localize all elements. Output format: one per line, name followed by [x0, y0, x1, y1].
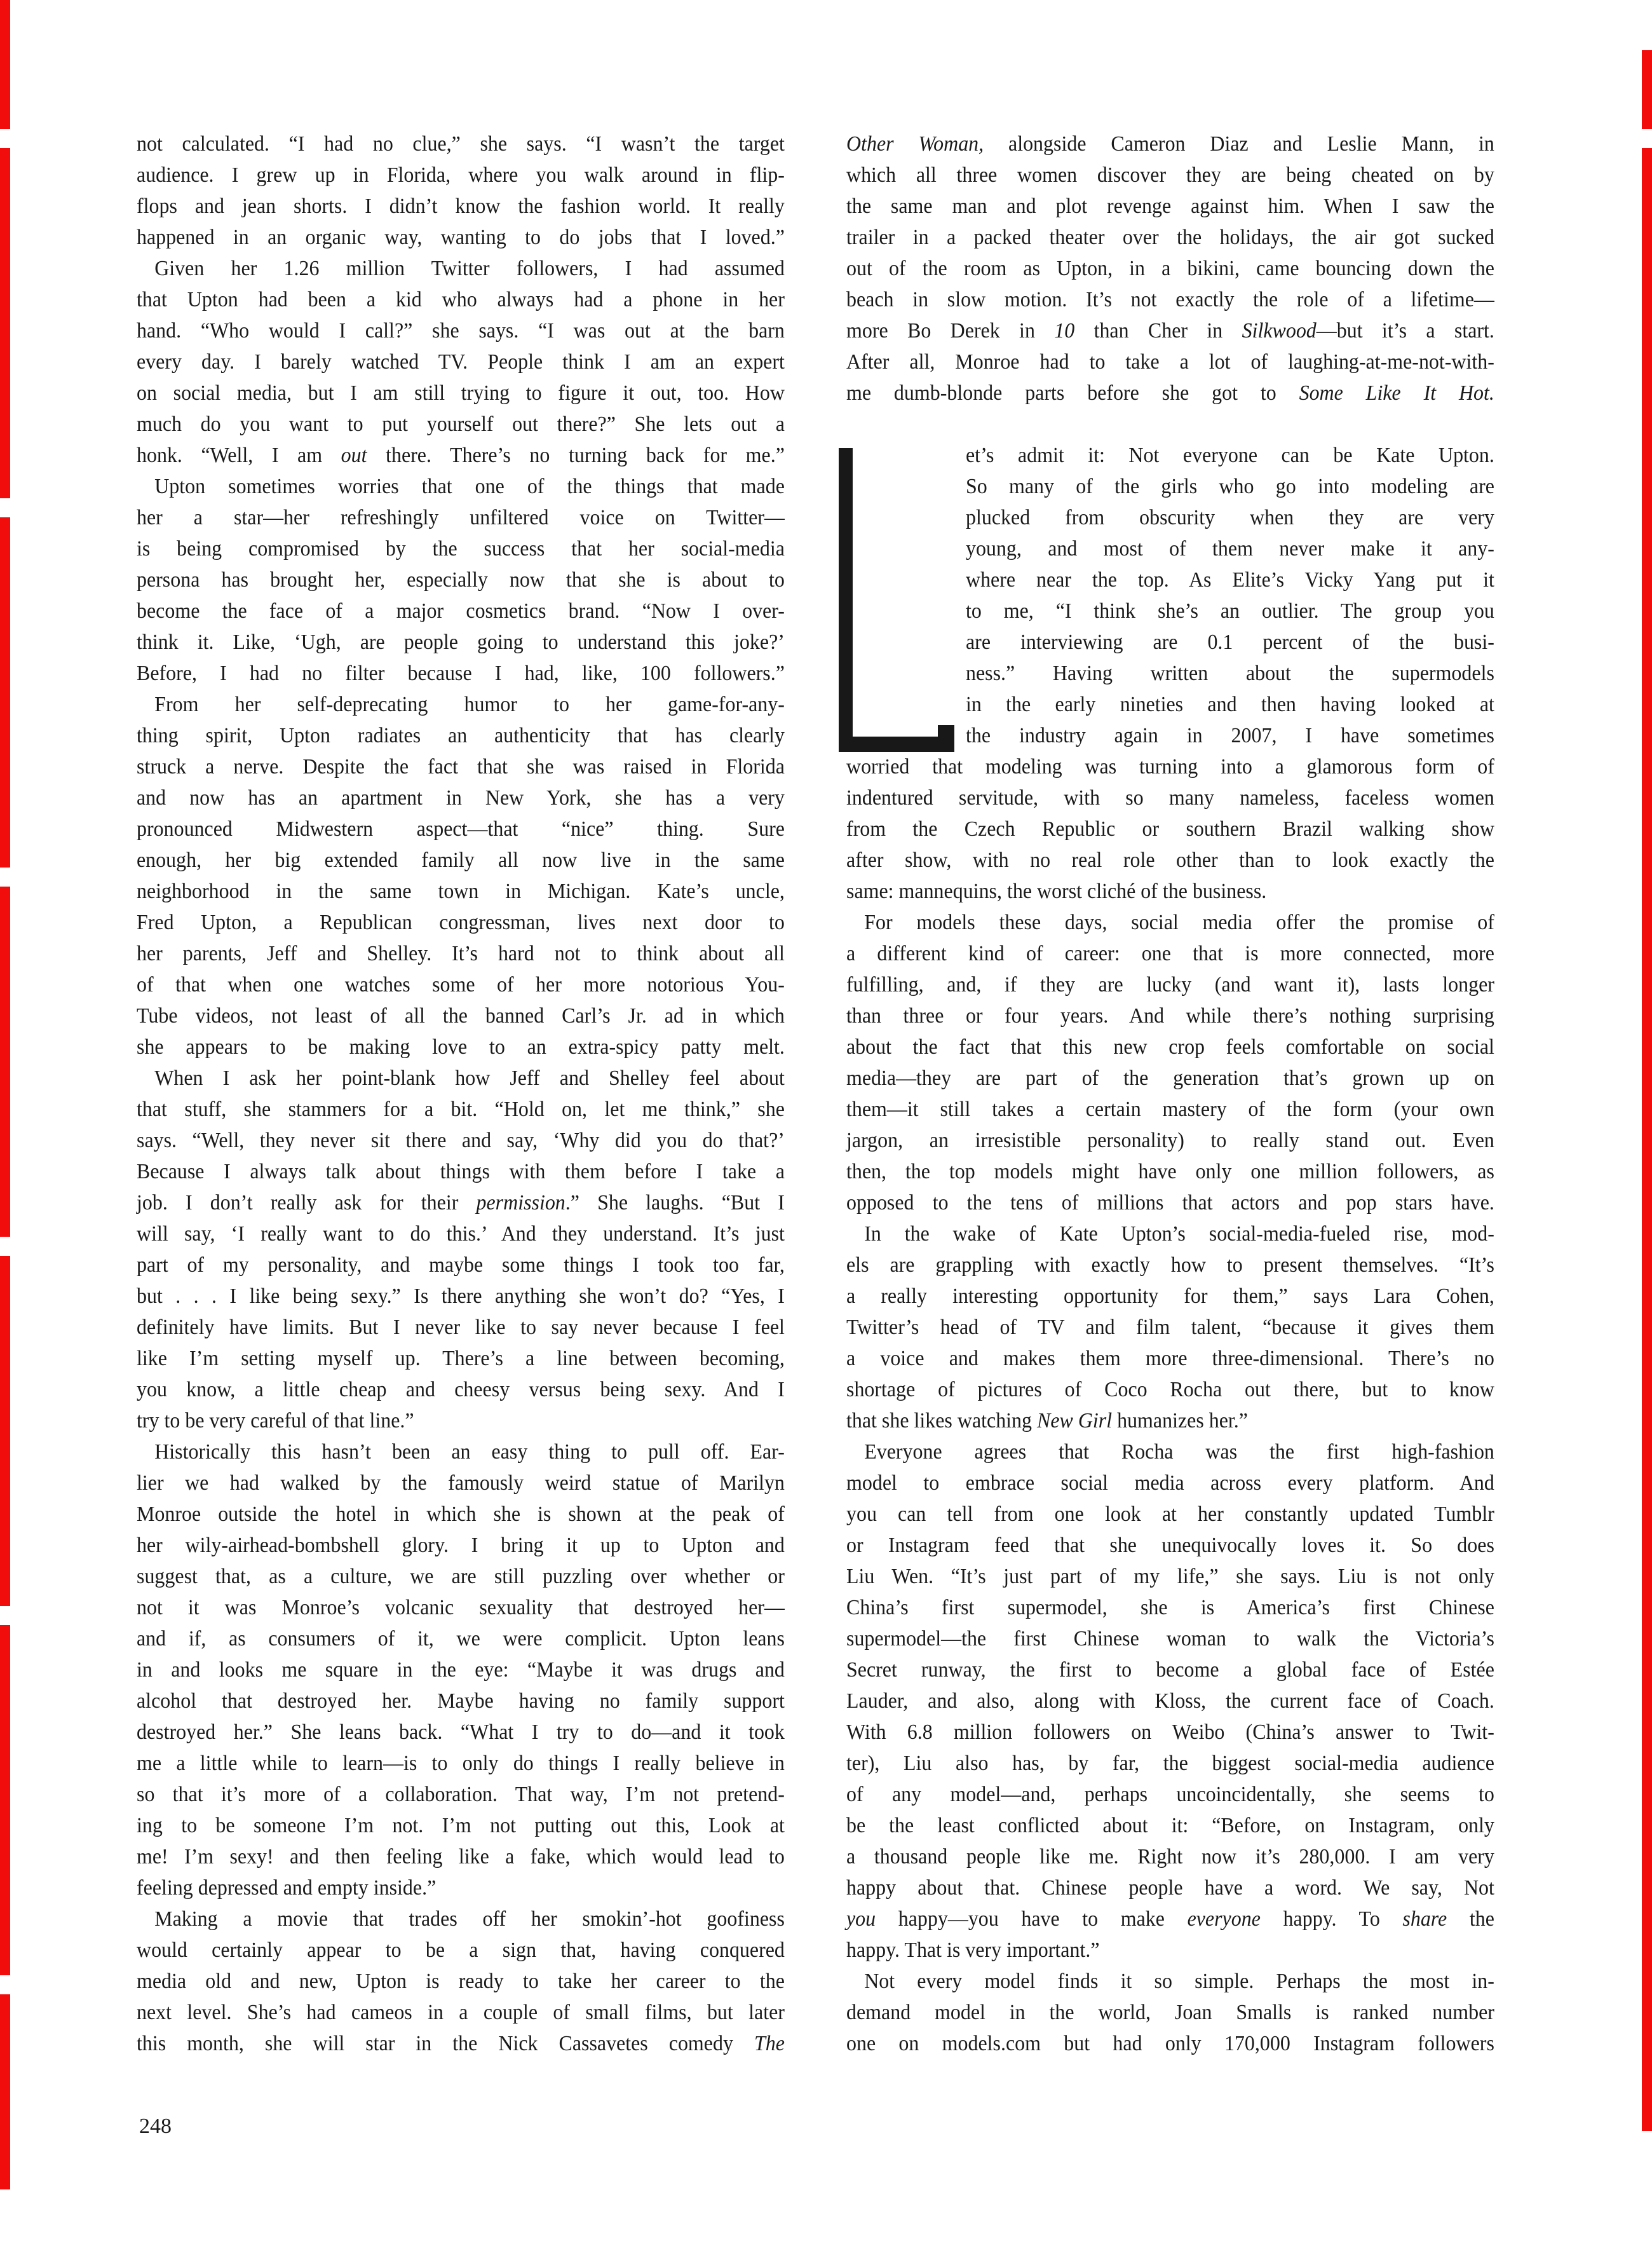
text-line: me a little while to learn—is to only do things I really believe in	[137, 1752, 785, 1775]
text-line: persona has brought her, especially now that she is about to	[137, 568, 785, 592]
article-column-left	[137, 128, 785, 2059]
text-line: which all three women discover they are being cheated on by	[846, 163, 1494, 187]
text-line: thing spirit, Upton radiates an authenticity that has clearly	[137, 724, 785, 747]
text-line: the same man and plot revenge against him. When I saw the	[846, 194, 1494, 218]
text-line: is being compromised by the success that her social-media	[137, 537, 785, 561]
text-line: this month, she will star in the Nick Cassavetes comedy The	[137, 2032, 785, 2055]
text-line: a different kind of career: one that is more connected, more	[846, 942, 1494, 965]
text-line: audience. I grew up in Florida, where you walk around in flip-	[137, 163, 785, 187]
text-line: a thousand people like me. Right now it’s 280,000. I am very	[846, 1845, 1494, 1868]
text-line: trailer in a packed theater over the holidays, the air got sucked	[846, 226, 1494, 249]
scan-edge-mark-left	[0, 1625, 10, 1975]
paragraph-spacer	[846, 409, 1494, 440]
text-line: model to embrace social media across every platform. And	[846, 1471, 1494, 1495]
text-line: In the wake of Kate Upton’s social-media-fueled rise, mod-	[864, 1222, 1494, 1246]
text-line: where near the top. As Elite’s Vicky Yang put it	[966, 568, 1494, 592]
scan-edge-mark-right	[1642, 148, 1652, 2131]
text-line: than three or four years. And while there’s nothing surprising	[846, 1004, 1494, 1028]
text-line: ness.” Having written about the supermodels	[966, 662, 1494, 685]
text-line: in the early nineties and then having looked at	[966, 693, 1494, 716]
text-line: you can tell from one look at her constantly updated Tumblr	[846, 1502, 1494, 1526]
text-line: one on models.com but had only 170,000 Instagram followers	[846, 2032, 1494, 2055]
text-line: Before, I had no filter because I had, like, 100 followers.”	[137, 662, 785, 685]
text-line: the industry again in 2007, I have sometimes	[966, 724, 1494, 747]
text-line: Twitter’s head of TV and film talent, “because it gives them	[846, 1316, 1494, 1339]
text-line: Tube videos, not least of all the banned Carl’s Jr. ad in which	[137, 1004, 785, 1028]
drop-cap-L	[839, 448, 959, 752]
text-line: ter), Liu also has, by far, the biggest social-media audience	[846, 1752, 1494, 1775]
text-line: enough, her big extended family all now live in the same	[137, 848, 785, 872]
text-line: With 6.8 million followers on Weibo (China’s answer to Twit-	[846, 1720, 1494, 1744]
text-line: that stuff, she stammers for a bit. “Hold on, let me think,” she	[137, 1098, 785, 1121]
text-line: Other Woman, alongside Cameron Diaz and Leslie Mann, in	[846, 132, 1494, 156]
scan-edge-mark-left	[0, 887, 10, 1237]
text-line: young, and most of them never make it any-	[966, 537, 1494, 561]
text-line: then, the top models might have only one million followers, as	[846, 1160, 1494, 1183]
text-line: happy. That is very important.”	[846, 1938, 1100, 1962]
text-line: Not every model finds it so simple. Perhaps the most in-	[864, 1970, 1494, 1993]
text-line: jargon, an irresistible personality) to really stand out. Even	[846, 1129, 1494, 1152]
text-line: says. “Well, they never sit there and say, ‘Why did you do that?’	[137, 1129, 785, 1152]
text-line: next level. She’s had cameos in a couple of small films, but later	[137, 2001, 785, 2024]
text-line: demand model in the world, Joan Smalls is ranked number	[846, 2001, 1494, 2024]
text-line: be the least conflicted about it: “Before, on Instagram, only	[846, 1814, 1494, 1837]
text-line: from the Czech Republic or southern Brazil walking show	[846, 817, 1494, 841]
text-line: that she likes watching New Girl humanizes her.”	[846, 1409, 1248, 1433]
text-line: media—they are part of the generation that’s grown up on	[846, 1066, 1494, 1090]
text-line: you happy—you have to make everyone happy. To share the	[846, 1907, 1494, 1931]
text-line: indentured servitude, with so many nameless, faceless women	[846, 786, 1494, 810]
text-line: destroyed her.” She leans back. “What I try to do—and it took	[137, 1720, 785, 1744]
scan-edge-mark-left	[0, 1256, 10, 1606]
text-line: her a star—her refreshingly unfiltered voice on Twitter—	[137, 506, 785, 529]
text-line: shortage of pictures of Coco Rocha out there, but to know	[846, 1378, 1494, 1401]
text-line: Given her 1.26 million Twitter followers, I had assumed	[154, 257, 785, 280]
text-line: Secret runway, the first to become a global face of Estée	[846, 1658, 1494, 1682]
scan-edge-mark-left	[0, 0, 10, 129]
text-line: Everyone agrees that Rocha was the first high-fashion	[864, 1440, 1494, 1464]
text-line: like I’m setting myself up. There’s a line between becoming,	[137, 1347, 785, 1370]
text-line: Liu Wen. “It’s just part of my life,” she says. Liu is not only	[846, 1565, 1494, 1588]
text-line: of that when one watches some of her more notorious You-	[137, 973, 785, 997]
text-line: her parents, Jeff and Shelley. It’s hard not to think about all	[137, 942, 785, 965]
text-line: but . . . I like being sexy.” Is there anything she won’t do? “Yes, I	[137, 1284, 785, 1308]
text-line: a voice and makes them more three-dimensional. There’s no	[846, 1347, 1494, 1370]
text-line: happened in an organic way, wanting to do jobs that I loved.”	[137, 226, 785, 249]
text-line: Historically this hasn’t been an easy thing to pull off. Ear-	[154, 1440, 785, 1464]
text-line: about the fact that this new crop feels comfortable on social	[846, 1035, 1494, 1059]
text-line: Fred Upton, a Republican congressman, lives next door to	[137, 911, 785, 934]
text-line: supermodel—the first Chinese woman to walk the Victoria’s	[846, 1627, 1494, 1650]
text-line: Making a movie that trades off her smokin’-hot goofiness	[154, 1907, 785, 1931]
text-line: try to be very careful of that line.”	[137, 1409, 414, 1433]
text-line: feeling depressed and empty inside.”	[137, 1876, 437, 1900]
text-line: happy about that. Chinese people have a word. We say, Not	[846, 1876, 1494, 1900]
text-line: definitely have limits. But I never like to say never because I feel	[137, 1316, 785, 1339]
text-line: become the face of a major cosmetics brand. “Now I over-	[137, 599, 785, 623]
text-line: so that it’s more of a collaboration. That way, I’m not pretend-	[137, 1783, 785, 1806]
text-line: worried that modeling was turning into a glamorous form of	[846, 755, 1494, 779]
text-line: much do you want to put yourself out there?” She lets out a	[137, 412, 785, 436]
text-line: fulfilling, and, if they are lucky (and want it), lasts longer	[846, 973, 1494, 997]
text-line: Upton sometimes worries that one of the things that made	[154, 475, 785, 498]
text-line: and now has an apartment in New York, she has a very	[137, 786, 785, 810]
drop-cap-foot-end	[938, 725, 954, 752]
text-line: you know, a little cheap and cheesy versus being sexy. And I	[137, 1378, 785, 1401]
text-line: beach in slow motion. It’s not exactly the role of a lifetime—	[846, 288, 1494, 311]
text-line: on social media, but I am still trying to figure it out, too. How	[137, 381, 785, 405]
text-line: job. I don’t really ask for their permission.” She laughs. “But I	[137, 1191, 785, 1215]
text-line: in and looks me square in the eye: “Maybe it was drugs and	[137, 1658, 785, 1682]
text-line: lier we had walked by the famously weird statue of Marilyn	[137, 1471, 785, 1495]
text-line: or Instagram feed that she unequivocally loves it. So does	[846, 1534, 1494, 1557]
text-line: me! I’m sexy! and then feeling like a fake, which would lead to	[137, 1845, 785, 1868]
page-number: 248	[139, 2114, 172, 2138]
text-line: neighborhood in the same town in Michigan. Kate’s uncle,	[137, 880, 785, 903]
text-line: flops and jean shorts. I didn’t know the fashion world. It really	[137, 194, 785, 218]
text-line: honk. “Well, I am out there. There’s no turning back for me.”	[137, 444, 785, 467]
text-line: to me, “I think she’s an outlier. The group you	[966, 599, 1494, 623]
text-line: media old and new, Upton is ready to take her career to the	[137, 1970, 785, 1993]
drop-cap-stem	[839, 448, 853, 752]
text-line: after show, with no real role other than to look exactly the	[846, 848, 1494, 872]
text-line: of any model—and, perhaps uncoincidentally, she seems to	[846, 1783, 1494, 1806]
scan-edge-mark-left	[0, 148, 10, 498]
text-line: are interviewing are 0.1 percent of the busi-	[966, 630, 1494, 654]
article-column-right	[846, 128, 1494, 2059]
text-line: would certainly appear to be a sign that, having conquered	[137, 1938, 785, 1962]
text-line: pronounced Midwestern aspect—that “nice” thing. Sure	[137, 817, 785, 841]
text-line: So many of the girls who go into modeling are	[966, 475, 1494, 498]
text-line: part of my personality, and maybe some things I took too far,	[137, 1253, 785, 1277]
text-line: and if, as consumers of it, we were complicit. Upton leans	[137, 1627, 785, 1650]
text-line: every day. I barely watched TV. People think I am an expert	[137, 350, 785, 374]
text-line: out of the room as Upton, in a bikini, came bouncing down the	[846, 257, 1494, 280]
text-line: she appears to be making love to an extra-spicy patty melt.	[137, 1035, 785, 1059]
scan-edge-mark-right	[1642, 50, 1652, 129]
text-line: suggest that, as a culture, we are still puzzling over whether or	[137, 1565, 785, 1588]
text-line: plucked from obscurity when they are very	[966, 506, 1494, 529]
text-line: For models these days, social media offer the promise of	[864, 911, 1494, 934]
text-line: more Bo Derek in 10 than Cher in Silkwood—but it’s a start.	[846, 319, 1494, 343]
text-line: From her self-deprecating humor to her game-for-any-	[154, 693, 785, 716]
drop-cap-foot	[839, 737, 954, 752]
text-line: think it. Like, ‘Ugh, are people going to understand this joke?’	[137, 630, 785, 654]
text-line: her wily-airhead-bombshell glory. I bring it up to Upton and	[137, 1534, 785, 1557]
text-line: not calculated. “I had no clue,” she says. “I wasn’t the target	[137, 132, 785, 156]
text-line: ing to be someone I’m not. I’m not putting out this, Look at	[137, 1814, 785, 1837]
text-line: When I ask her point-blank how Jeff and Shelley feel about	[154, 1066, 785, 1090]
text-line: will say, ‘I really want to do this.’ And they understand. It’s just	[137, 1222, 785, 1246]
text-line: els are grappling with exactly how to present themselves. “It’s	[846, 1253, 1494, 1277]
text-line: et’s admit it: Not everyone can be Kate Upton.	[966, 444, 1494, 467]
text-line: that Upton had been a kid who always had a phone in her	[137, 288, 785, 311]
text-line: same: mannequins, the worst cliché of the business.	[846, 880, 1267, 903]
text-line: Lauder, and also, along with Kloss, the current face of Coach.	[846, 1689, 1494, 1713]
text-line: them—it still takes a certain mastery of the form (your own	[846, 1098, 1494, 1121]
text-line: me dumb-blonde parts before she got to Some Like It Hot.	[846, 381, 1494, 405]
text-line: China’s first supermodel, she is America’s first Chinese	[846, 1596, 1494, 1619]
text-line: struck a nerve. Despite the fact that she was raised in Florida	[137, 755, 785, 779]
text-line: After all, Monroe had to take a lot of laughing-at-me-not-with-	[846, 350, 1494, 374]
text-line: alcohol that destroyed her. Maybe having no family support	[137, 1689, 785, 1713]
scan-edge-mark-left	[0, 517, 10, 868]
text-line: opposed to the tens of millions that actors and pop stars have.	[846, 1191, 1494, 1215]
text-line: a really interesting opportunity for them,” says Lara Cohen,	[846, 1284, 1494, 1308]
text-line: Monroe outside the hotel in which she is shown at the peak of	[137, 1502, 785, 1526]
text-line: not it was Monroe’s volcanic sexuality that destroyed her—	[137, 1596, 785, 1619]
scan-edge-mark-left	[0, 1994, 10, 2189]
text-line: Because I always talk about things with them before I take a	[137, 1160, 785, 1183]
dropcap-indented-lines	[966, 440, 1494, 751]
text-line: hand. “Who would I call?” she says. “I was out at the barn	[137, 319, 785, 343]
